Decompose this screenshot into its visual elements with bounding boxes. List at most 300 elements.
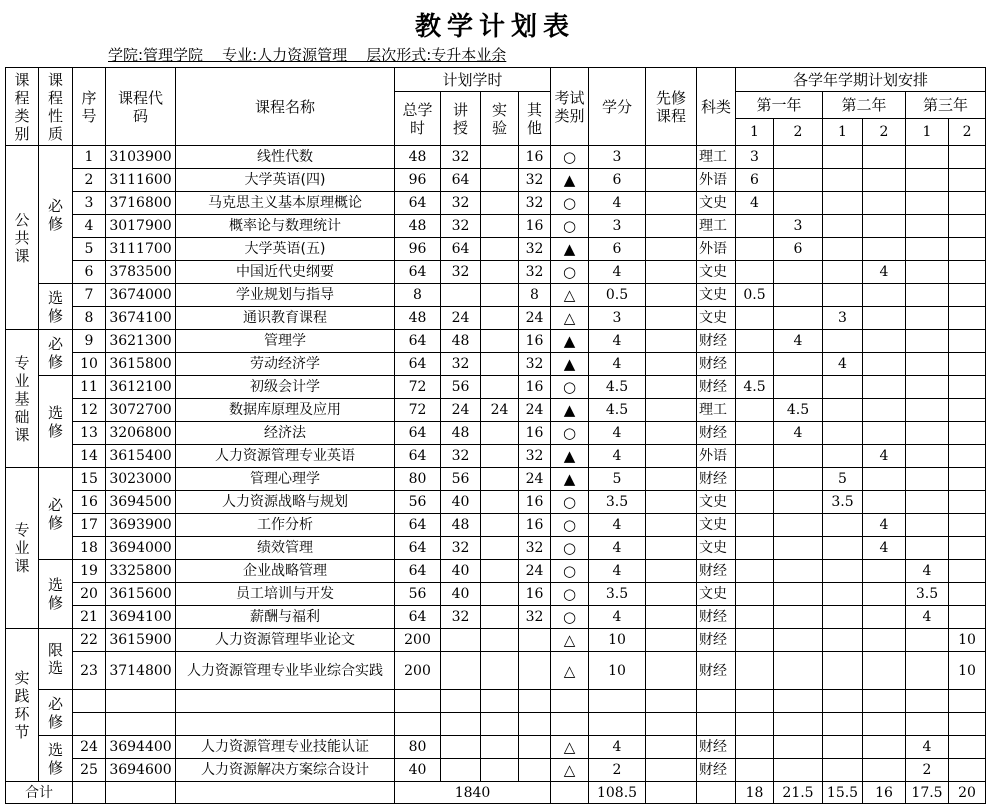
lecture-hours: 64	[441, 169, 481, 192]
lab-hours	[481, 690, 519, 713]
credits: 4	[589, 514, 646, 537]
total-hours: 48	[395, 307, 441, 330]
term-credit	[736, 307, 774, 330]
header-year1: 第一年	[736, 92, 823, 119]
subject-category: 财经	[697, 376, 736, 399]
other-hours	[519, 759, 551, 782]
term-credit: 6	[736, 169, 774, 192]
table-row	[6, 652, 986, 690]
prereq	[646, 330, 697, 353]
term-credit: 3	[736, 146, 774, 169]
term-credit: 3	[774, 215, 823, 238]
lab-hours	[481, 629, 519, 652]
term-credit	[949, 468, 986, 491]
term-credit	[906, 192, 949, 215]
course-code: 3674100	[106, 307, 176, 330]
credits: 4	[589, 353, 646, 376]
term-credit	[774, 736, 823, 759]
term-credit: 5	[823, 468, 863, 491]
total-hours: 72	[395, 376, 441, 399]
exam-type: ○	[551, 215, 589, 238]
header-other: 其他	[519, 92, 551, 146]
term-credit: 3	[823, 307, 863, 330]
course-code: 3694500	[106, 491, 176, 514]
seq-cell: 21	[73, 606, 106, 629]
course-name: 概率论与数理统计	[176, 215, 395, 238]
table-row	[6, 514, 986, 537]
seq-cell	[73, 690, 106, 713]
course-nature-cell	[39, 284, 73, 330]
prereq	[646, 192, 697, 215]
term-credit	[823, 713, 863, 736]
term-credit	[736, 537, 774, 560]
term-credit	[863, 583, 906, 606]
lecture-hours: 48	[441, 514, 481, 537]
header-name: 课程名称	[176, 68, 395, 146]
term-credit	[863, 759, 906, 782]
prereq	[646, 307, 697, 330]
prereq	[646, 399, 697, 422]
lecture-hours	[441, 652, 481, 690]
subject-category: 文史	[697, 307, 736, 330]
term-credit	[863, 468, 906, 491]
subject-category: 财经	[697, 759, 736, 782]
lecture-hours: 32	[441, 606, 481, 629]
term-credit: 4.5	[736, 376, 774, 399]
total-hours: 64	[395, 445, 441, 468]
prereq	[646, 169, 697, 192]
term-credit	[863, 376, 906, 399]
course-code: 3206800	[106, 422, 176, 445]
seq-cell: 14	[73, 445, 106, 468]
lab-hours	[481, 606, 519, 629]
term-credit	[949, 713, 986, 736]
course-code: 3621300	[106, 330, 176, 353]
term-credit	[736, 330, 774, 353]
subject-category: 财经	[697, 606, 736, 629]
term-credit	[736, 759, 774, 782]
lecture-hours: 56	[441, 468, 481, 491]
credits	[589, 713, 646, 736]
exam-type	[551, 690, 589, 713]
lecture-hours: 32	[441, 192, 481, 215]
credits: 4	[589, 560, 646, 583]
exam-type: △	[551, 307, 589, 330]
course-code: 3111700	[106, 238, 176, 261]
exam-type: ○	[551, 261, 589, 284]
course-code: 3612100	[106, 376, 176, 399]
prereq	[646, 238, 697, 261]
total-hours	[395, 690, 441, 713]
credits: 4	[589, 445, 646, 468]
lecture-hours	[441, 759, 481, 782]
term-credit	[949, 514, 986, 537]
exam-type: ○	[551, 560, 589, 583]
header-lecture: 讲授	[441, 92, 481, 146]
course-category: 专业基础课	[14, 353, 30, 444]
subject-category: 外语	[697, 445, 736, 468]
totals-hours: 1840	[395, 782, 551, 804]
lab-hours	[481, 491, 519, 514]
term-credit	[949, 215, 986, 238]
total-hours: 200	[395, 629, 441, 652]
term-credit	[906, 353, 949, 376]
credits: 4	[589, 330, 646, 353]
seq-cell: 22	[73, 629, 106, 652]
total-hours: 40	[395, 759, 441, 782]
lab-hours	[481, 736, 519, 759]
total-hours: 48	[395, 215, 441, 238]
course-nature: 选修	[47, 740, 63, 777]
exam-type: △	[551, 629, 589, 652]
lab-hours	[481, 514, 519, 537]
term-credit	[949, 422, 986, 445]
total-hours: 64	[395, 422, 441, 445]
other-hours: 32	[519, 238, 551, 261]
credits: 4	[589, 537, 646, 560]
course-code: 3615800	[106, 353, 176, 376]
table-row	[6, 445, 986, 468]
table-row	[6, 238, 986, 261]
term-credit	[906, 330, 949, 353]
course-code: 3615600	[106, 583, 176, 606]
term-credit	[774, 261, 823, 284]
credits: 0.5	[589, 284, 646, 307]
term-credit	[774, 192, 823, 215]
lecture-hours: 32	[441, 261, 481, 284]
table-row	[6, 690, 986, 713]
course-nature: 必修	[47, 334, 63, 371]
term-credit	[949, 353, 986, 376]
course-name: 管理学	[176, 330, 395, 353]
lecture-hours: 48	[441, 422, 481, 445]
term-credit	[949, 445, 986, 468]
table-row	[6, 629, 986, 652]
other-hours: 24	[519, 560, 551, 583]
credits: 4	[589, 736, 646, 759]
exam-type: ○	[551, 583, 589, 606]
total-hours	[395, 713, 441, 736]
course-code: 3716800	[106, 192, 176, 215]
header-term: 2	[949, 119, 986, 146]
term-credit	[863, 606, 906, 629]
prereq	[646, 491, 697, 514]
term-credit: 10	[949, 652, 986, 690]
seq-cell: 20	[73, 583, 106, 606]
seq-cell: 19	[73, 560, 106, 583]
credits: 10	[589, 629, 646, 652]
course-code: 3103900	[106, 146, 176, 169]
course-nature: 选修	[47, 403, 63, 440]
course-name: 员工培训与开发	[176, 583, 395, 606]
course-code: 3615400	[106, 445, 176, 468]
prereq	[646, 713, 697, 736]
course-nature-cell	[39, 736, 73, 782]
term-credit	[863, 713, 906, 736]
seq-cell: 25	[73, 759, 106, 782]
term-credit	[949, 491, 986, 514]
term-credit: 4	[906, 736, 949, 759]
course-nature-cell	[39, 376, 73, 468]
course-name: 经济法	[176, 422, 395, 445]
credits: 3	[589, 307, 646, 330]
term-credit	[863, 422, 906, 445]
exam-type: ○	[551, 376, 589, 399]
course-name: 工作分析	[176, 514, 395, 537]
total-hours: 48	[395, 146, 441, 169]
exam-type: ○	[551, 537, 589, 560]
header-year2: 第二年	[823, 92, 906, 119]
term-credit: 4	[863, 445, 906, 468]
table-row	[6, 307, 986, 330]
totals-credits: 108.5	[589, 782, 646, 804]
course-category: 公共课	[14, 210, 30, 265]
subject-category: 文史	[697, 514, 736, 537]
table-row	[6, 330, 986, 353]
table-row	[6, 422, 986, 445]
course-code: 3111600	[106, 169, 176, 192]
term-credit	[823, 629, 863, 652]
seq-cell: 5	[73, 238, 106, 261]
term-credit	[774, 690, 823, 713]
term-credit	[774, 445, 823, 468]
lecture-hours: 24	[441, 307, 481, 330]
term-credit	[736, 353, 774, 376]
table-row	[6, 560, 986, 583]
course-name: 人力资源管理专业技能认证	[176, 736, 395, 759]
term-credit	[949, 736, 986, 759]
other-hours: 32	[519, 445, 551, 468]
term-credit	[906, 169, 949, 192]
credits: 4	[589, 422, 646, 445]
term-credit	[774, 606, 823, 629]
term-credit	[906, 652, 949, 690]
exam-type: ▲	[551, 445, 589, 468]
totals-term: 17.5	[906, 782, 949, 804]
course-name: 人力资源管理专业英语	[176, 445, 395, 468]
term-credit	[823, 514, 863, 537]
empty-cell	[176, 782, 395, 804]
course-code	[106, 690, 176, 713]
term-credit	[823, 169, 863, 192]
course-name: 通识教育课程	[176, 307, 395, 330]
term-credit	[906, 537, 949, 560]
subject-category: 外语	[697, 238, 736, 261]
term-credit	[863, 146, 906, 169]
credits: 3.5	[589, 491, 646, 514]
lab-hours	[481, 238, 519, 261]
lab-hours	[481, 445, 519, 468]
term-credit	[736, 215, 774, 238]
term-credit	[774, 169, 823, 192]
lab-hours: 24	[481, 399, 519, 422]
prereq	[646, 514, 697, 537]
table-row	[6, 759, 986, 782]
table-row	[6, 353, 986, 376]
term-credit	[949, 238, 986, 261]
credits: 6	[589, 238, 646, 261]
subject-category: 文史	[697, 583, 736, 606]
term-credit	[736, 713, 774, 736]
credits: 3.5	[589, 583, 646, 606]
lab-hours	[481, 261, 519, 284]
term-credit	[906, 491, 949, 514]
term-credit	[774, 759, 823, 782]
term-credit	[863, 399, 906, 422]
seq-cell: 7	[73, 284, 106, 307]
total-hours: 56	[395, 491, 441, 514]
term-credit	[736, 399, 774, 422]
other-hours: 16	[519, 146, 551, 169]
term-credit	[906, 514, 949, 537]
seq-cell: 11	[73, 376, 106, 399]
seq-cell: 1	[73, 146, 106, 169]
lab-hours	[481, 284, 519, 307]
course-category-cell	[6, 330, 39, 468]
term-credit	[906, 215, 949, 238]
term-credit	[774, 713, 823, 736]
credits: 2	[589, 759, 646, 782]
prereq	[646, 353, 697, 376]
course-name: 绩效管理	[176, 537, 395, 560]
term-credit	[863, 353, 906, 376]
other-hours: 16	[519, 215, 551, 238]
exam-type: ○	[551, 192, 589, 215]
course-nature: 必修	[47, 694, 63, 731]
course-code	[106, 713, 176, 736]
term-credit	[774, 560, 823, 583]
course-name: 中国近代史纲要	[176, 261, 395, 284]
lecture-hours	[441, 284, 481, 307]
lecture-hours: 40	[441, 583, 481, 606]
term-credit	[823, 238, 863, 261]
subject-category: 文史	[697, 192, 736, 215]
prereq	[646, 376, 697, 399]
course-code: 3693900	[106, 514, 176, 537]
term-credit: 4	[774, 330, 823, 353]
course-code: 3694000	[106, 537, 176, 560]
table-row	[6, 146, 986, 169]
course-nature-cell	[39, 468, 73, 560]
program-info: 学院:管理学院 专业:人力资源管理 层次形式:专升本业余	[108, 46, 507, 64]
term-credit	[823, 330, 863, 353]
course-nature-cell	[39, 146, 73, 284]
other-hours	[519, 736, 551, 759]
term-credit	[949, 261, 986, 284]
other-hours: 32	[519, 353, 551, 376]
term-credit	[774, 537, 823, 560]
seq-cell: 18	[73, 537, 106, 560]
total-hours: 96	[395, 238, 441, 261]
term-credit	[736, 690, 774, 713]
other-hours: 32	[519, 606, 551, 629]
page-title: 教学计划表	[414, 12, 575, 42]
subject-category: 理工	[697, 146, 736, 169]
course-name: 薪酬与福利	[176, 606, 395, 629]
totals-term: 16	[863, 782, 906, 804]
total-hours: 8	[395, 284, 441, 307]
subject-category: 文史	[697, 261, 736, 284]
subject-category: 财经	[697, 652, 736, 690]
term-credit	[823, 399, 863, 422]
term-credit	[863, 736, 906, 759]
credits: 10	[589, 652, 646, 690]
course-name: 大学英语(四)	[176, 169, 395, 192]
lab-hours	[481, 422, 519, 445]
exam-type: ▲	[551, 399, 589, 422]
lecture-hours: 32	[441, 146, 481, 169]
term-credit	[823, 376, 863, 399]
total-hours: 64	[395, 261, 441, 284]
exam-type: ○	[551, 422, 589, 445]
term-credit	[736, 238, 774, 261]
lecture-hours: 32	[441, 537, 481, 560]
seq-cell: 23	[73, 652, 106, 690]
term-credit	[774, 468, 823, 491]
course-code: 3615900	[106, 629, 176, 652]
seq-cell: 3	[73, 192, 106, 215]
term-credit	[823, 445, 863, 468]
header-schedule: 各学年学期计划安排	[736, 68, 986, 92]
lab-hours	[481, 376, 519, 399]
seq-cell: 24	[73, 736, 106, 759]
lab-hours	[481, 307, 519, 330]
subject-category: 财经	[697, 330, 736, 353]
term-credit	[906, 238, 949, 261]
lab-hours	[481, 353, 519, 376]
prereq	[646, 736, 697, 759]
term-credit	[774, 514, 823, 537]
credits: 4.5	[589, 376, 646, 399]
term-credit	[949, 330, 986, 353]
table-row	[6, 169, 986, 192]
header-code: 课程代码	[106, 68, 176, 146]
lab-hours	[481, 169, 519, 192]
prereq	[646, 583, 697, 606]
course-name: 初级会计学	[176, 376, 395, 399]
course-name: 马克思主义基本原理概论	[176, 192, 395, 215]
term-credit	[823, 759, 863, 782]
total-hours: 64	[395, 560, 441, 583]
exam-type: ▲	[551, 169, 589, 192]
course-name: 人力资源管理专业毕业综合实践	[176, 652, 395, 690]
lecture-hours: 64	[441, 238, 481, 261]
prereq	[646, 652, 697, 690]
header-planned-hours: 计划学时	[395, 68, 551, 92]
seq-cell: 17	[73, 514, 106, 537]
course-name: 劳动经济学	[176, 353, 395, 376]
term-credit	[906, 422, 949, 445]
term-credit	[906, 690, 949, 713]
subject-category: 财经	[697, 468, 736, 491]
prereq	[646, 146, 697, 169]
other-hours: 16	[519, 583, 551, 606]
term-credit: 4.5	[774, 399, 823, 422]
term-credit	[774, 629, 823, 652]
term-credit	[823, 261, 863, 284]
other-hours: 24	[519, 307, 551, 330]
course-nature-cell	[39, 560, 73, 629]
totals-row	[6, 782, 986, 804]
term-credit	[823, 606, 863, 629]
term-credit	[863, 169, 906, 192]
other-hours: 16	[519, 514, 551, 537]
term-credit	[823, 560, 863, 583]
subject-category: 财经	[697, 736, 736, 759]
table-row	[6, 399, 986, 422]
term-credit	[736, 422, 774, 445]
course-name: 线性代数	[176, 146, 395, 169]
